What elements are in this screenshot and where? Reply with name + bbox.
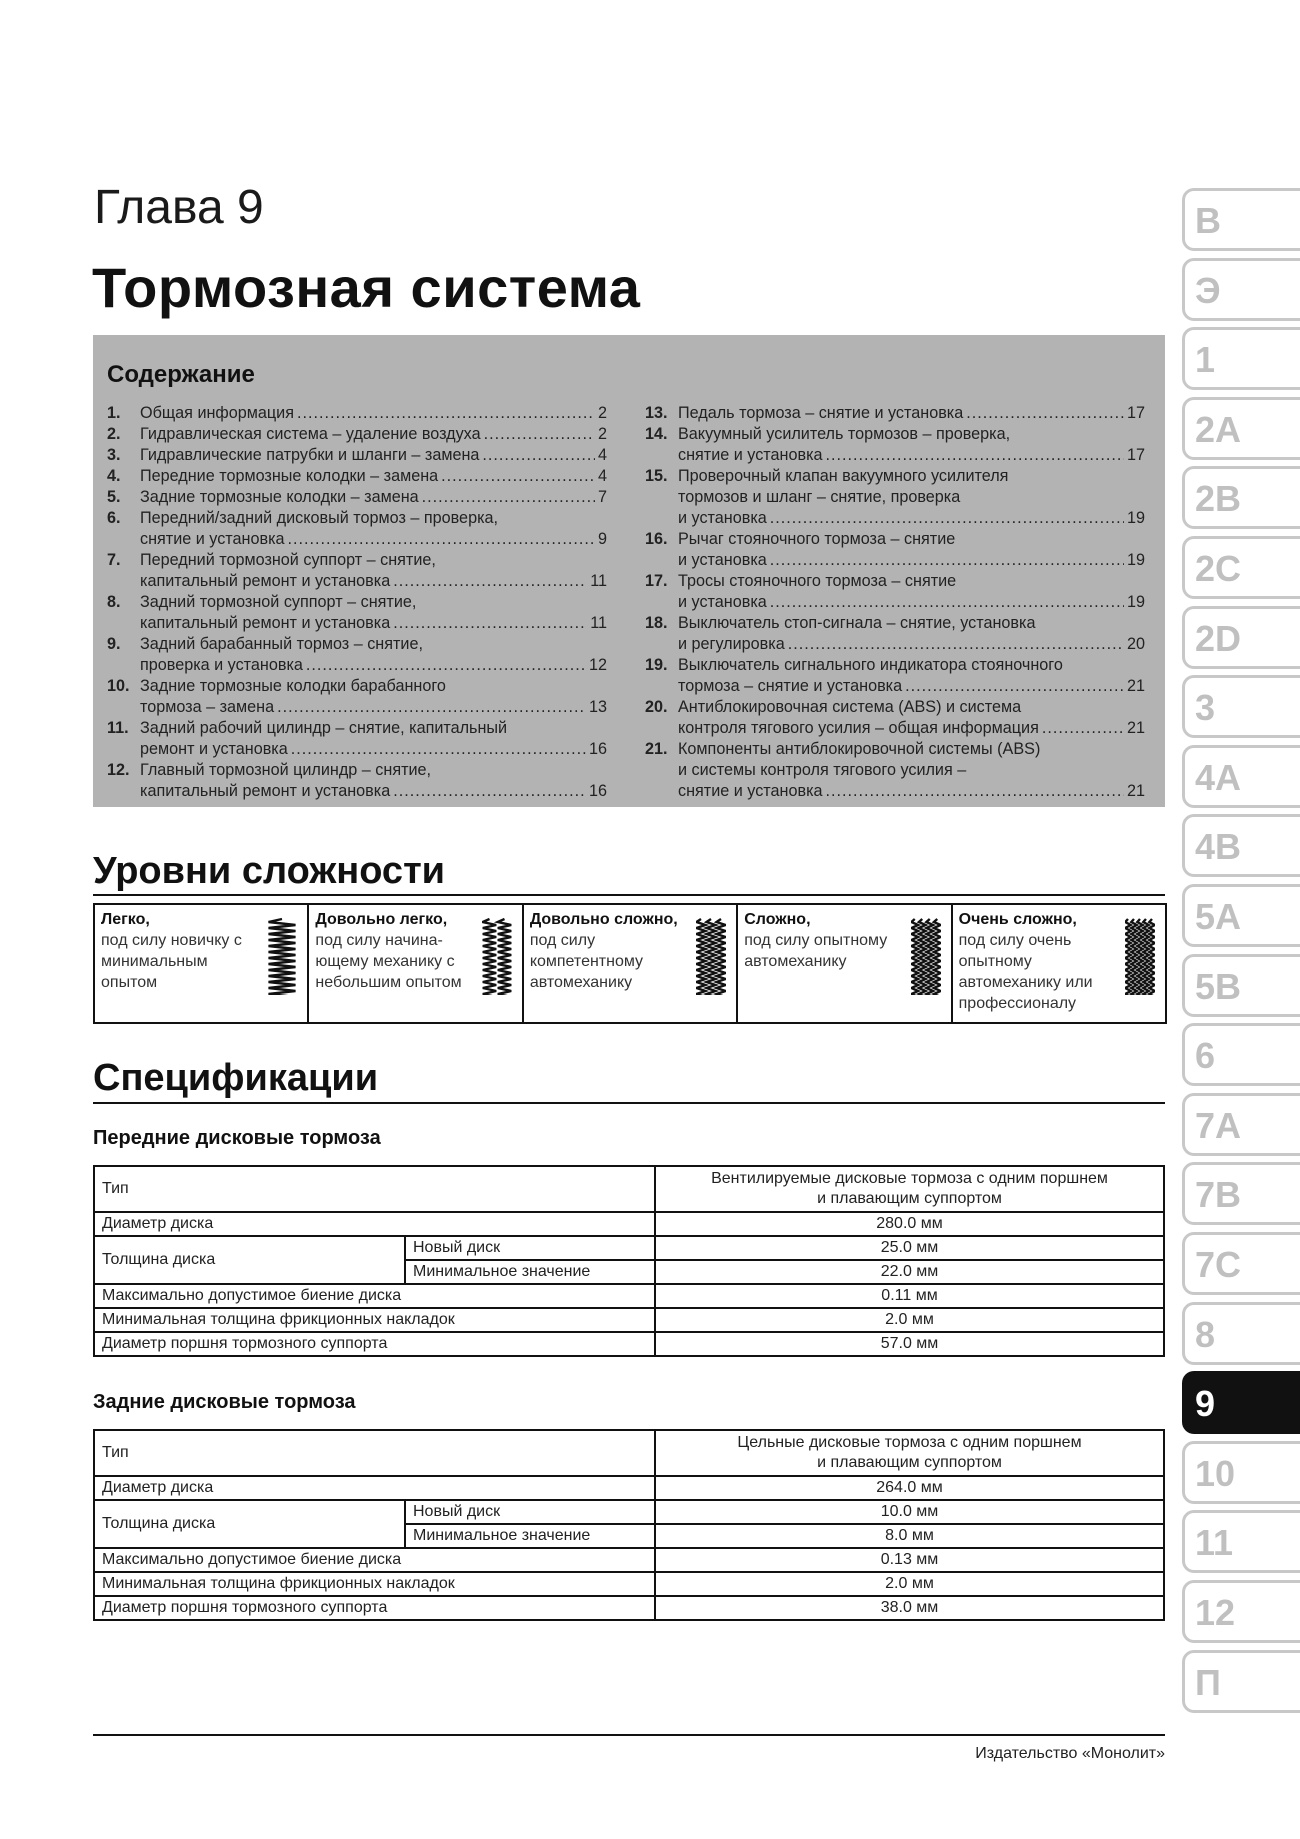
toc-leader-dots [482, 445, 595, 466]
toc-entry-page: 4 [597, 446, 607, 464]
chapter-tab[interactable]: 7C [1182, 1232, 1300, 1295]
toc-leader-dots [288, 529, 595, 550]
toc-entry-line [645, 403, 1145, 424]
toc-leader-dots [277, 697, 586, 718]
toc-entry-page: 17 [1126, 404, 1145, 422]
toc-entry[interactable] [645, 697, 1145, 739]
chapter-tab[interactable]: 5A [1182, 884, 1300, 947]
toc-entry-text: тормоза – замена [140, 698, 275, 716]
difficulty-level-name: Сложно, [744, 911, 811, 928]
difficulty-level-2 [307, 905, 521, 1022]
toc-entry-number: 6. [107, 509, 121, 527]
toc-entry-page: 21 [1126, 782, 1145, 800]
toc-entry-text: Выключатель сигнального индикатора стояночного [678, 656, 1063, 674]
difficulty-level-3 [522, 905, 736, 1022]
toc-entry-number: 7. [107, 551, 121, 569]
toc-entry-number: 12. [107, 761, 130, 779]
spec-value-line: и плавающим суппортом [817, 1190, 1002, 1207]
toc-entry-line [645, 508, 1145, 529]
spec-row-type [94, 1430, 1164, 1476]
spec-value: 264.0 мм [655, 1476, 1164, 1500]
wrench-level-2-icon [482, 917, 512, 995]
spec-value [655, 1430, 1164, 1476]
difficulty-rule [93, 894, 1165, 896]
toc-entry-text: и системы контроля тягового усилия – [678, 761, 967, 779]
toc-entry-text: Задние тормозные колодки барабанного [140, 677, 446, 695]
toc-entry[interactable] [107, 487, 607, 508]
toc-entry-text: контроля тягового усилия – общая информация [678, 719, 1039, 737]
toc-leader-dots [422, 487, 595, 508]
toc-entry-text: Передний тормозной суппорт – снятие, [140, 551, 436, 569]
spec-row-disc-diameter [94, 1212, 1164, 1236]
toc-entry[interactable] [645, 403, 1145, 424]
toc-entry-line [107, 550, 607, 571]
toc-entry-number: 9. [107, 635, 121, 653]
spec-label: Диаметр поршня тормозного суппорта [94, 1332, 655, 1356]
toc-entry-line [107, 676, 607, 697]
chapter-tab[interactable]: 3 [1182, 675, 1300, 738]
toc-entry-text: проверка и установка [140, 656, 303, 674]
toc-entry-page: 11 [590, 572, 607, 590]
toc-entry-text: Тросы стояночного тормоза – снятие [678, 572, 957, 590]
toc-leader-dots [1042, 718, 1124, 739]
chapter-tab[interactable]: 9 [1182, 1371, 1300, 1434]
spec-label: Максимально допустимое биение диска [94, 1284, 655, 1308]
rear-brakes-title: Задние дисковые тормоза [93, 1391, 356, 1413]
toc-entry-text: и установка [678, 593, 767, 611]
spec-label: Минимальная толщина фрикционных накладок [94, 1572, 655, 1596]
toc-entry-number: 13. [645, 404, 668, 422]
difficulty-level-4 [736, 905, 950, 1022]
spec-label: Толщина диска [94, 1236, 405, 1284]
toc-entry-line [107, 592, 607, 613]
toc-entry-text: снятие и установка [140, 530, 285, 548]
toc-leader-dots [905, 676, 1124, 697]
specs-title: Спецификации [93, 1057, 379, 1099]
toc-entry-line [645, 529, 1145, 550]
difficulty-level-name: Очень сложно, [958, 911, 1077, 928]
spec-value-line: Цельные дисковые тормоза с одним поршнем [737, 1434, 1082, 1451]
spec-sublabel: Минимальное значение [405, 1524, 655, 1548]
toc-entry-text: и установка [678, 509, 767, 527]
toc-entry[interactable] [107, 466, 607, 487]
chapter-tab[interactable]: В [1182, 188, 1300, 251]
front-brakes-table [93, 1165, 1165, 1357]
spec-row-piston [94, 1596, 1164, 1620]
rear-brakes-table [93, 1429, 1165, 1621]
spec-value: 2.0 мм [655, 1308, 1164, 1332]
toc-entry-number: 1. [107, 404, 121, 422]
toc-entry-line [645, 592, 1145, 613]
toc-leader-dots [484, 424, 595, 445]
toc-entry-text: и регулировка [678, 635, 785, 653]
spec-label: Тип [94, 1166, 655, 1212]
spec-label: Диаметр диска [94, 1476, 655, 1500]
toc-entry-page: 9 [597, 530, 607, 548]
spec-value-line: Вентилируемые дисковые тормоза с одним поршнем [711, 1170, 1108, 1187]
spec-value: 57.0 мм [655, 1332, 1164, 1356]
toc-entry[interactable] [645, 613, 1145, 655]
toc-entry-page: 21 [1126, 719, 1145, 737]
chapter-tab[interactable]: 4A [1182, 745, 1300, 808]
toc-entry-number: 17. [645, 572, 668, 590]
toc-entry-line [645, 676, 1145, 697]
toc-entry[interactable] [645, 739, 1145, 802]
chapter-tab[interactable]: 8 [1182, 1302, 1300, 1365]
toc-entry-number: 11. [107, 719, 129, 737]
chapter-tab[interactable]: Э [1182, 258, 1300, 321]
toc-entry-text: Компоненты антиблокировочной системы (ABS) [678, 740, 1041, 758]
toc-entry[interactable] [645, 571, 1145, 613]
difficulty-level-desc: под силу новичку с минимальным опытом [101, 932, 242, 991]
spec-row-piston [94, 1332, 1164, 1356]
toc-entry-line [107, 760, 607, 781]
difficulty-level-name: Довольно легко, [315, 911, 448, 928]
spec-value: 22.0 мм [655, 1260, 1164, 1284]
difficulty-level-5 [951, 905, 1165, 1022]
chapter-tab[interactable]: 2D [1182, 606, 1300, 669]
difficulty-level-name: Довольно сложно, [529, 911, 678, 928]
toc-entry-page: 2 [597, 404, 607, 422]
spec-sublabel: Новый диск [405, 1500, 655, 1524]
toc-entry-number: 21. [645, 740, 668, 758]
chapter-tab[interactable]: 10 [1182, 1441, 1300, 1504]
chapter-tab[interactable]: 7B [1182, 1162, 1300, 1225]
spec-row-runout [94, 1548, 1164, 1572]
wrench-level-4-icon [911, 917, 941, 995]
spec-label: Диаметр диска [94, 1212, 655, 1236]
toc-entry-text: тормоза – снятие и установка [678, 677, 903, 695]
toc-entry-text: Передний/задний дисковый тормоз – проверка, [140, 509, 499, 527]
toc-entry-text: капитальный ремонт и установка [140, 782, 391, 800]
chapter-label: Глава 9 [94, 181, 264, 234]
toc-entry[interactable] [107, 508, 607, 550]
toc-entry-page: 11 [590, 614, 607, 632]
toc-entry-number: 19. [645, 656, 668, 674]
toc-entry[interactable] [107, 424, 607, 445]
chapter-tab[interactable]: 12 [1182, 1580, 1300, 1643]
toc-entry-page: 16 [588, 782, 607, 800]
toc-entry-line [645, 550, 1145, 571]
toc-entry-line [107, 718, 607, 739]
spec-row-thickness-new [94, 1236, 1164, 1260]
toc-entry-line [107, 529, 607, 550]
contents-title: Содержание [107, 361, 255, 388]
toc-entry-line [107, 424, 607, 445]
toc-leader-dots [966, 403, 1124, 424]
toc-column-right [645, 403, 1145, 802]
toc-entry-line [645, 571, 1145, 592]
toc-entry-line [107, 697, 607, 718]
toc-entry-line [107, 508, 607, 529]
toc-entry-page: 20 [1126, 635, 1145, 653]
toc-entry-number: 8. [107, 593, 121, 611]
chapter-tab[interactable]: П [1182, 1650, 1300, 1713]
chapter-tab[interactable]: 4B [1182, 814, 1300, 877]
toc-entry-line [645, 613, 1145, 634]
difficulty-levels [93, 903, 1167, 1024]
toc-entry-number: 3. [107, 446, 121, 464]
toc-entry-line [645, 739, 1145, 760]
spec-value: 8.0 мм [655, 1524, 1164, 1548]
spec-row-disc-diameter [94, 1476, 1164, 1500]
spec-value: 280.0 мм [655, 1212, 1164, 1236]
spec-row-thickness-new [94, 1500, 1164, 1524]
spec-value-line: и плавающим суппортом [817, 1454, 1002, 1471]
toc-entry-number: 10. [107, 677, 130, 695]
toc-entry[interactable] [107, 676, 607, 718]
toc-leader-dots [788, 634, 1124, 655]
spec-label: Диаметр поршня тормозного суппорта [94, 1596, 655, 1620]
toc-leader-dots [306, 655, 586, 676]
toc-entry-line [645, 424, 1145, 445]
toc-entry-number: 15. [645, 467, 668, 485]
chapter-tab[interactable]: 7A [1182, 1093, 1300, 1156]
toc-entry-line [645, 655, 1145, 676]
spec-row-lining [94, 1572, 1164, 1596]
toc-leader-dots [393, 571, 587, 592]
toc-column-left [107, 403, 607, 802]
wrench-level-5-icon [1125, 917, 1155, 995]
difficulty-level-name: Легко, [101, 911, 150, 928]
toc-entry-text: Вакуумный усилитель тормозов – проверка, [678, 425, 1011, 443]
toc-entry-number: 2. [107, 425, 121, 443]
toc-leader-dots [297, 403, 595, 424]
chapter-tab[interactable]: 6 [1182, 1023, 1300, 1086]
toc-entry-number: 20. [645, 698, 668, 716]
toc-entry-line [107, 571, 607, 592]
toc-entry-number: 4. [107, 467, 121, 485]
toc-entry-number: 5. [107, 488, 121, 506]
toc-entry[interactable] [107, 403, 607, 424]
toc-entry-text: снятие и установка [678, 446, 823, 464]
toc-entry[interactable] [107, 634, 607, 676]
toc-entry-page: 7 [597, 488, 607, 506]
toc-leader-dots [770, 550, 1124, 571]
toc-entry-line [107, 634, 607, 655]
toc-entry-text: Гидравлическая система – удаление воздуха [140, 425, 481, 443]
toc-leader-dots [770, 508, 1124, 529]
toc-entry-line [645, 487, 1145, 508]
toc-entry-text: Главный тормозной цилиндр – снятие, [140, 761, 432, 779]
toc-entry[interactable] [107, 718, 607, 760]
toc-entry-text: Задний тормозной суппорт – снятие, [140, 593, 417, 611]
toc-entry-page: 13 [588, 698, 607, 716]
spec-sublabel: Минимальное значение [405, 1260, 655, 1284]
spec-label: Максимально допустимое биение диска [94, 1548, 655, 1572]
spec-value: 38.0 мм [655, 1596, 1164, 1620]
spec-label: Минимальная толщина фрикционных накладок [94, 1308, 655, 1332]
spec-value: 2.0 мм [655, 1572, 1164, 1596]
toc-entry-text: Педаль тормоза – снятие и установка [678, 404, 964, 422]
toc-entry-page: 17 [1126, 446, 1145, 464]
toc-leader-dots [826, 781, 1124, 802]
difficulty-level-desc: под силу компетентному автомеханику [529, 932, 644, 991]
spec-label: Толщина диска [94, 1500, 405, 1548]
toc-leader-dots [291, 739, 586, 760]
toc-entry-page: 4 [597, 467, 607, 485]
toc-entry-text: Проверочный клапан вакуумного усилителя [678, 467, 1009, 485]
spec-label: Тип [94, 1430, 655, 1476]
toc-entry-text: Антиблокировочная система (ABS) и система [678, 698, 1022, 716]
spec-value: 10.0 мм [655, 1500, 1164, 1524]
wrench-level-3-icon [696, 917, 726, 995]
toc-entry-line [645, 466, 1145, 487]
toc-entry-page: 21 [1126, 677, 1145, 695]
toc-entry[interactable] [107, 550, 607, 592]
chapter-tab[interactable]: 11 [1182, 1510, 1300, 1573]
toc-entry-line [107, 466, 607, 487]
footer-rule [93, 1734, 1165, 1736]
toc-entry-line [107, 487, 607, 508]
toc-entry-line [107, 655, 607, 676]
difficulty-level-desc: под силу начина-ющему механику с небольшим опытом [315, 932, 462, 991]
spec-row-type [94, 1166, 1164, 1212]
toc-leader-dots [826, 445, 1124, 466]
spec-value: 0.11 мм [655, 1284, 1164, 1308]
chapter-tab[interactable]: 5B [1182, 954, 1300, 1017]
toc-entry-page: 2 [597, 425, 607, 443]
toc-entry-line [645, 718, 1145, 739]
toc-leader-dots [393, 613, 587, 634]
toc-entry-text: капитальный ремонт и установка [140, 572, 391, 590]
toc-entry-page: 19 [1126, 551, 1145, 569]
spec-sublabel: Новый диск [405, 1236, 655, 1260]
publisher: Издательство «Монолит» [975, 1745, 1165, 1762]
toc-entry-page: 19 [1126, 509, 1145, 527]
toc-entry-line [107, 781, 607, 802]
toc-entry[interactable] [645, 466, 1145, 529]
toc-entry-text: Задний барабанный тормоз – снятие, [140, 635, 423, 653]
spec-value [655, 1166, 1164, 1212]
wrench-level-1-icon [267, 917, 297, 995]
toc-leader-dots [770, 592, 1124, 613]
toc-entry[interactable] [645, 529, 1145, 571]
toc-entry-text: Задний рабочий цилиндр – снятие, капитальный [140, 719, 508, 737]
toc-entry-text: Гидравлические патрубки и шланги – замена [140, 446, 480, 464]
chapter-tab[interactable]: 2B [1182, 466, 1300, 529]
toc-leader-dots [441, 466, 595, 487]
toc-entry-text: Выключатель стоп-сигнала – снятие, установка [678, 614, 1036, 632]
toc-entry-number: 16. [645, 530, 668, 548]
toc-entry[interactable] [107, 445, 607, 466]
toc-entry-text: ремонт и установка [140, 740, 288, 758]
toc-entry-line [645, 445, 1145, 466]
toc-entry-page: 19 [1126, 593, 1145, 611]
chapter-tab[interactable]: 1 [1182, 327, 1300, 390]
toc-entry-text: Задние тормозные колодки – замена [140, 488, 419, 506]
difficulty-level-desc: под силу опытному автомеханику [744, 932, 888, 970]
toc-entry-line [107, 445, 607, 466]
spec-value: 25.0 мм [655, 1236, 1164, 1260]
specs-rule [93, 1102, 1165, 1104]
toc-entry-text: Общая информация [140, 404, 294, 422]
toc-entry-text: и установка [678, 551, 767, 569]
difficulty-level-1 [95, 905, 307, 1022]
toc-entry-text: снятие и установка [678, 782, 823, 800]
chapter-title: Тормозная система [92, 256, 641, 319]
spec-row-lining [94, 1308, 1164, 1332]
chapter-tab[interactable]: 2A [1182, 397, 1300, 460]
front-brakes-title: Передние дисковые тормоза [93, 1127, 381, 1149]
toc-entry-line [645, 697, 1145, 718]
difficulty-title: Уровни сложности [93, 850, 446, 892]
toc-entry-number: 18. [645, 614, 668, 632]
spec-row-runout [94, 1284, 1164, 1308]
toc-entry-line [107, 403, 607, 424]
toc-leader-dots [393, 781, 586, 802]
toc-entry-line [645, 634, 1145, 655]
toc-entry[interactable] [645, 424, 1145, 466]
toc-entry-text: тормозов и шланг – снятие, проверка [678, 488, 961, 506]
toc-entry[interactable] [107, 592, 607, 634]
toc-entry-page: 16 [588, 740, 607, 758]
toc-entry-text: Передние тормозные колодки – замена [140, 467, 439, 485]
toc-entry-page: 12 [588, 656, 607, 674]
toc-entry[interactable] [645, 655, 1145, 697]
toc-entry[interactable] [107, 760, 607, 802]
toc-entry-line [645, 781, 1145, 802]
toc-entry-number: 14. [645, 425, 668, 443]
toc-entry-text: капитальный ремонт и установка [140, 614, 391, 632]
toc-entry-line [107, 739, 607, 760]
spec-value: 0.13 мм [655, 1548, 1164, 1572]
difficulty-level-desc: под силу очень опытному автомеханику или профессионалу [958, 932, 1093, 1012]
toc-entry-line [107, 613, 607, 634]
toc-entry-text: Рычаг стояночного тормоза – снятие [678, 530, 956, 548]
chapter-tab[interactable]: 2C [1182, 536, 1300, 599]
toc-entry-line [645, 760, 1145, 781]
contents-box [93, 335, 1165, 807]
